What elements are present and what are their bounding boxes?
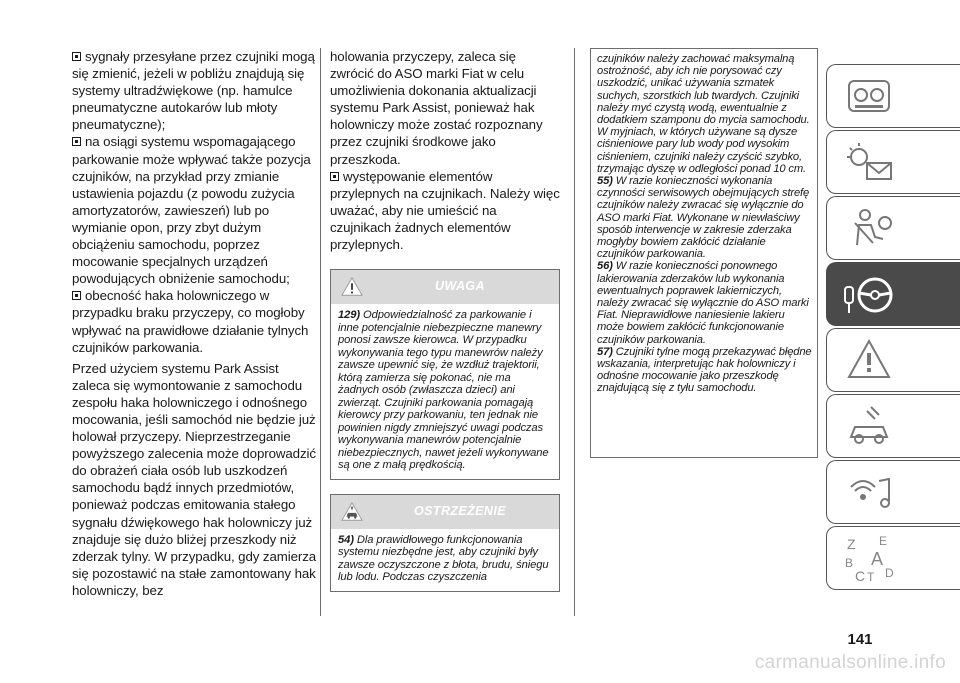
note-number: 129) [338,309,360,322]
note-item [338,309,553,472]
column-divider [574,48,575,616]
bullet-paragraph [72,287,318,355]
index-letter: B [845,556,854,570]
tab-lights-mail[interactable] [826,130,960,194]
paragraph-text: występowanie elementów przylepnych na czujnikach. Należy więc uważać, aby nie umieścić na czujnikach żadnych elementów przylepnych. [330,168,560,253]
note-number: 55) [597,175,613,188]
warning-box-header [331,270,559,304]
column-divider [320,48,321,616]
caution-box-title: OSTRZEŻENIE [414,503,506,518]
caution-box-continued [590,48,818,458]
note-item [338,534,553,584]
bullet-paragraph [72,133,318,287]
index-letter: D [885,566,894,580]
alphabet-index-icon [841,533,897,585]
tab-key-steering-wheel[interactable] [826,262,960,326]
tab-alphabetical-index[interactable] [826,526,960,590]
paragraph-text: na osiągi systemu wspomagającego parkowanie może wpływać także pozycja czujników, na przykład przy zmianie ustawienia pojazdu (z powodu zużycia amortyzatorów, zawieszeń) lub po wymianie opon, przy zbyt dużym obciążeniu samochodu, poprzez mocowanie specjalnych urządzeń powodujących obniżenie samochodu; [72,134,311,287]
note-item [597,53,813,175]
index-letter: Z [847,536,856,552]
note-text: Dla prawidłowego funkcjonowania systemu niezbędne jest, aby czujniki były zawsze oczyszczone z błota, brudu, śniegu lub lodu. Podczas czyszczenia [338,533,549,584]
warning-road-icon [841,335,897,387]
bullet-paragraph [330,168,560,253]
warning-box [330,269,560,480]
paragraph-text: holowania przyczepy, zaleca się zwrócić do ASO marki Fiat w celu umożliwienia dokonania aktualizacji systemu Park Assist, ponieważ hak holowniczy może zostać rozpoznany przez czujniki środkowe jako przeszkoda. [330,49,543,167]
paragraph-text: Przed użyciem systemu Park Assist zaleca się wymontowanie z samochodu zespołu haka holowniczego i odnośnego mocowania, jeśli samochód nie będzie już holował przyczepy. Nieprzestrzeganie powyższego zalecenia może doprowadzić do obrażeń ciała osób lub uszkodzeń samochodu bądź innych przedmiotów, ponieważ podczas emitowania stałego sygnału dźwiękowego hak holowniczy już znajduje się dużo bliżej przeszkody niż zderzak tylny. W przypadku, gdy zamierza się pozostawić na stałe zamontowany hak holowniczy, bez [72,360,317,598]
index-letter: C [855,568,866,584]
bullet-square-icon [72,52,81,61]
bullet-square-icon [330,172,339,181]
warning-box-title: UWAGA [435,279,485,294]
note-item [597,175,813,260]
bullet-square-icon [72,291,81,300]
caution-box-header [331,495,559,529]
tab-wrench-car[interactable] [826,394,960,458]
lights-mail-icon [841,137,897,189]
wrench-car-icon [841,401,897,453]
note-number: 54) [338,533,354,546]
tab-warning-road[interactable] [826,328,960,392]
note-number: 57) [597,345,613,358]
note-text: W razie konieczności ponownego lakierowania zderzaków lub wykonania ewentualnych poprawek lakierniczych, należy zwracać się wyłącznie do ASO marki Fiat. Nieprawidłowe naniesienie lakieru może bowiem zakłócić funkcjonowanie czujników parkowania. [597,260,809,346]
note-text: W razie konieczności wykonania czynności serwisowych obejmujących strefę czujników należy zwracać się wyłącznie do ASO marki Fiat. Wykonane w niewłaściwy sposób interwencje w zakresie zderzaka mogłyby bowiem zakłócić działanie czujników parkowania. [597,175,810,261]
index-letter: A [871,549,884,569]
column-3 [590,48,818,458]
key-steering-wheel-icon [841,269,897,321]
note-text: Odpowiedzialność za parkowanie i inne potencjalnie niebezpieczne manewry ponosi zawsze kierowca. W przypadku wykonywania tego typu manewrów należy zawsze upewnić się, że wzdłuż trajektorii, którą zamierza się pokonać, nie ma żadnych osób (zwłaszcza dzieci) ani zwierząt. Czujniki parkowania pomagają kierowcy przy parkowaniu, ten jednak nie powinien nigdy zmniejszyć uwagi podczas wykonywania manewrów potencjalnie niebezpiecznych, nawet jeżeli wykonywane są one z małą prędkością. [338,309,549,472]
tab-car-dashboard[interactable] [826,64,960,128]
index-letter: E [879,534,888,548]
note-text: Czujniki tylne mogą przekazywać błędne wskazania, interpretując hak holowniczy i odnośne mocowanie jako przeszkodę znajdującą się z tyłu samochodu. [597,345,812,395]
paragraph-text: obecność haka holowniczego w przypadku braku przyczepy, co mogłoby wpływać na prawidłowe działanie tylnych czujników parkowania. [72,288,309,355]
note-number: 56) [597,260,613,273]
note-item [597,346,813,395]
watermark: carmanualsonline.info [754,652,946,673]
bullet-square-icon [72,137,81,146]
caution-box-body [331,529,559,591]
column-1 [72,48,318,599]
column-2 [330,48,560,592]
caution-box [330,494,560,592]
bullet-paragraph [72,48,318,133]
car-dashboard-icon [841,71,897,123]
note-text: czujników należy zachować maksymalną ostrożność, aby ich nie porysować czy uszkodzić, unikać używania szmatek suchych, szorstkich lub twardych. Czujniki należy myć czystą wodą, ewentualnie z dodatkiem szamponu do mycia samochodu. W myjniach, w których używane są dysze ciśnieniowe pary lub wody pod wysokim ciśnieniem, czujniki należy czyścić szybko, trzymając dyszę w odległości ponad 10 cm. [597,53,810,175]
body-paragraph [330,48,560,168]
body-paragraph [72,360,318,599]
index-letter: T [867,570,875,584]
seatbelt-airbag-icon [841,203,897,255]
page-number: 141 [847,631,873,648]
wifi-music-icon [841,467,897,519]
note-item [597,260,813,345]
paragraph-text: sygnały przesyłane przez czujniki mogą się zmienić, jeżeli w pobliżu znajdują się systemy ultradźwiękowe (np. hamulce pneumatyczne autokarów lub młoty pneumatyczne); [72,49,315,133]
warning-box-body [331,304,559,479]
tab-seatbelt-airbag[interactable] [826,196,960,260]
tab-wifi-music[interactable] [826,460,960,524]
